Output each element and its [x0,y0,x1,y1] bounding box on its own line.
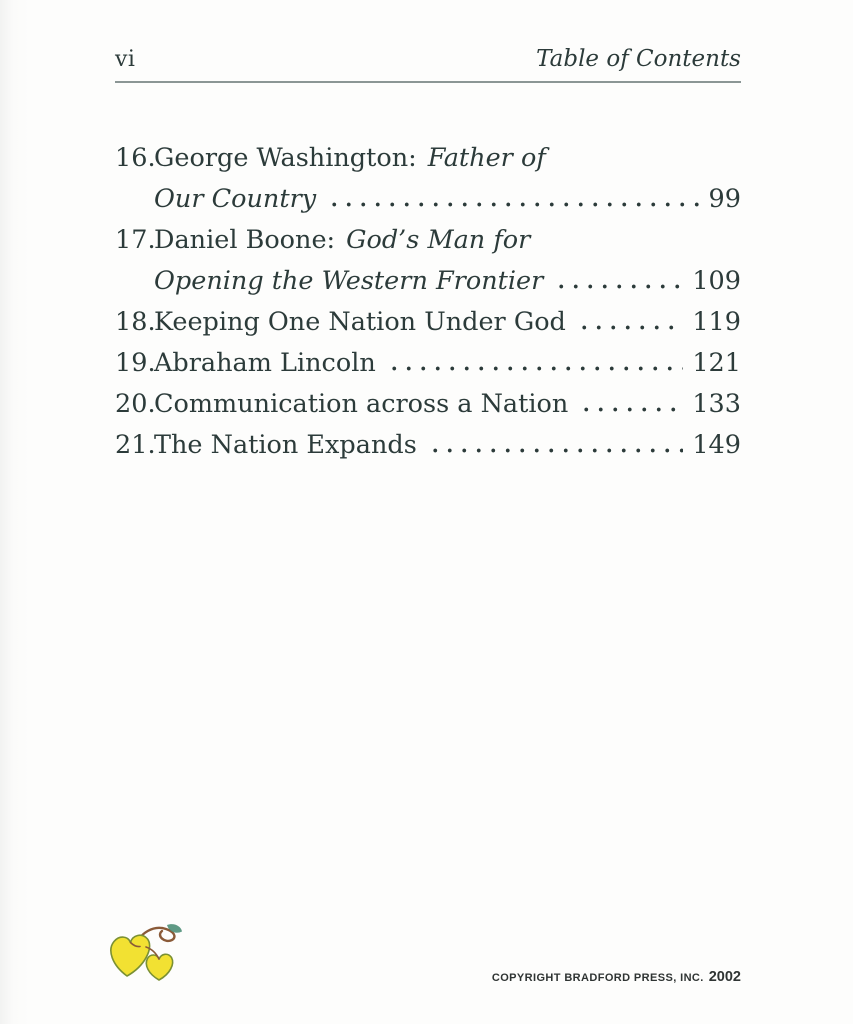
toc-entry-number: 21. [115,430,156,460]
toc-entry-title: Keeping One Nation Under God [154,307,566,337]
running-header [115,46,741,83]
dot-leader [387,366,684,371]
toc-entry-continuation-line [115,266,741,307]
toc-entry-title-line [115,143,741,184]
toc-entry [115,430,741,471]
toc-entry [115,389,741,430]
toc-entry-title: George Washington: [154,143,417,173]
scan-edge-artifact [0,0,30,1024]
toc-entry [115,307,741,348]
toc-page-number: 99 [708,184,741,214]
toc-entry-number: 19. [115,348,156,378]
toc-entry-subtitle-continued: Our Country [154,184,317,214]
large-yellow-leaf [111,935,150,976]
small-yellow-leaf [146,954,172,980]
toc-entry [115,225,741,307]
toc-entry-title: Abraham Lincoln [154,348,376,378]
copyright-line [492,969,741,985]
dot-leader [577,325,683,330]
dot-leader [428,448,684,453]
toc-entry-subtitle: Father of [427,143,546,173]
toc-page-number: 133 [692,389,741,419]
dot-leader [554,284,683,289]
toc-page-number: 109 [692,266,741,296]
toc-page-number: 121 [692,348,741,378]
copyright-text: COPYRIGHT BRADFORD PRESS, INC. [491,972,704,984]
page-folio: vi [115,47,136,72]
header-title: Table of Contents [536,46,741,72]
page-content [115,0,741,471]
toc-list [115,143,741,471]
copyright-year: 2002 [708,969,741,985]
toc-entry-title-line [115,225,741,266]
toc-entry-number: 20. [115,389,156,419]
toc-entry-title: Communication across a Nation [154,389,569,419]
toc-entry [115,348,741,389]
toc-entry [115,143,741,225]
toc-entry-subtitle-continued: Opening the Western Frontier [154,266,544,296]
toc-page-number: 149 [692,430,741,460]
toc-entry-number: 18. [115,307,156,337]
dot-leader [579,407,683,412]
toc-page-number: 119 [692,307,741,337]
toc-entry-number: 17. [115,225,156,255]
yellow-leaves-illustration [104,918,184,984]
toc-entry-title: The Nation Expands [154,430,417,460]
toc-entry-subtitle: God’s Man for [346,225,531,255]
toc-entry-title: Daniel Boone: [154,225,336,255]
dot-leader [327,202,699,207]
toc-entry-continuation-line [115,184,741,225]
toc-entry-number: 16. [115,143,156,173]
